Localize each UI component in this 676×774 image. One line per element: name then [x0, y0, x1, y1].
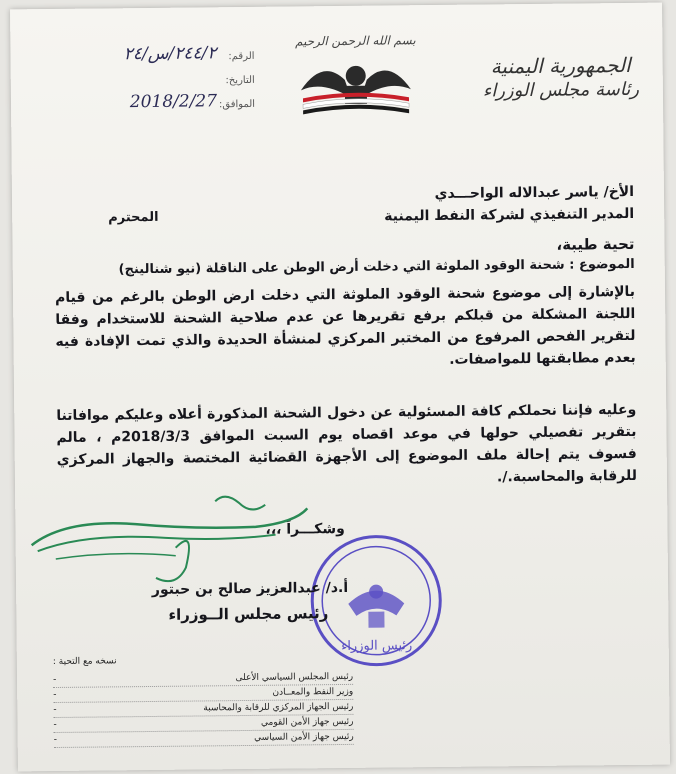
- respect-label: المحترم: [108, 209, 159, 226]
- body-paragraph-2: وعليه فإننا نحملكم كافة المسئولية عن دخول الشحنة المذكورة أعلاه وعليكم موافاتنا بتقرير تفصيلي حولها في موعد اقصاه يوم السبت الموافق 2018/3/3م ، مالم فسوف يتم إحالة ملف الموضوع إلى الأجهزة القضائية المختصة والجهاز المركزي للرقابة والمحاسبة./.: [56, 401, 638, 486]
- subject-line: الموضوع : شحنة الوقود الملوثة التي دخلت أرض الوطن على الناقلة (نيو شنالينج): [118, 256, 635, 278]
- addressee-position: المدير التنفيذي لشركة النفط اليمنية: [384, 205, 635, 225]
- cc-item: وزير النفط والمعــادن -: [53, 685, 353, 703]
- greeting: تحية طيبة،: [556, 234, 635, 254]
- letterhead-text: [481, 53, 641, 102]
- reference-block: [54, 45, 255, 119]
- cc-item: رئيس جهاز الأمن السياسي -: [54, 730, 354, 748]
- cc-item: رئيس المجلس السياسي الأعلى -: [53, 670, 353, 688]
- corresponding-label: الموافق:: [218, 98, 256, 111]
- addressee: [384, 181, 634, 228]
- letter-page: [10, 3, 670, 772]
- cc-list: [53, 670, 354, 748]
- signatory-name: أ.د/ عبدالعزيز صالح بن حبتور: [151, 579, 349, 598]
- date-label: التاريخ:: [225, 74, 255, 87]
- ref-value: ٢٤٤/٢/س/٢٤: [123, 43, 217, 65]
- republic-name: الجمهورية اليمنية: [490, 52, 631, 79]
- closing-thanks: وشكـــراً ،،،: [265, 520, 345, 538]
- presidency-name: رئاسة مجلس الوزراء: [482, 78, 640, 102]
- cc-item: رئيس جهاز الأمن القومي -: [53, 715, 353, 733]
- official-stamp-icon: [305, 525, 447, 676]
- cc-heading: نسخه مع التحية :: [52, 656, 117, 668]
- yemen-eagle-emblem-icon: [292, 49, 419, 122]
- stamp-text: رئيس الوزراء: [341, 638, 413, 655]
- addressee-name: الأخ/ ياسر عبدالاله الواحـــدي: [434, 183, 635, 202]
- basmala: بسم الله الرحمن الرحيم: [294, 33, 416, 49]
- body-paragraph-1: بالإشارة إلى موضوع شحنة الوقود الملوثة التي دخلت ارض الوطن بالرغم من قيام اللجنة المشكلة من قبلكم برفع تقريرها عن عدم صلاحية الشحنة للاستخدام وفقا لتقرير الفحص المرفوع من المختبر المركزي لمنشأة الحديدة والذي تمت الإفادة فيه بعدم مطابقتها للمواصفات.: [54, 283, 636, 368]
- corresponding-value: 2018/2/27: [129, 91, 218, 113]
- ref-label: الرقم:: [228, 50, 255, 63]
- cc-item: رئيس الجهاز المركزي للرقابة والمحاسبة -: [53, 700, 353, 718]
- signatory-title: رئيس مجلس الــوزراء: [168, 604, 329, 624]
